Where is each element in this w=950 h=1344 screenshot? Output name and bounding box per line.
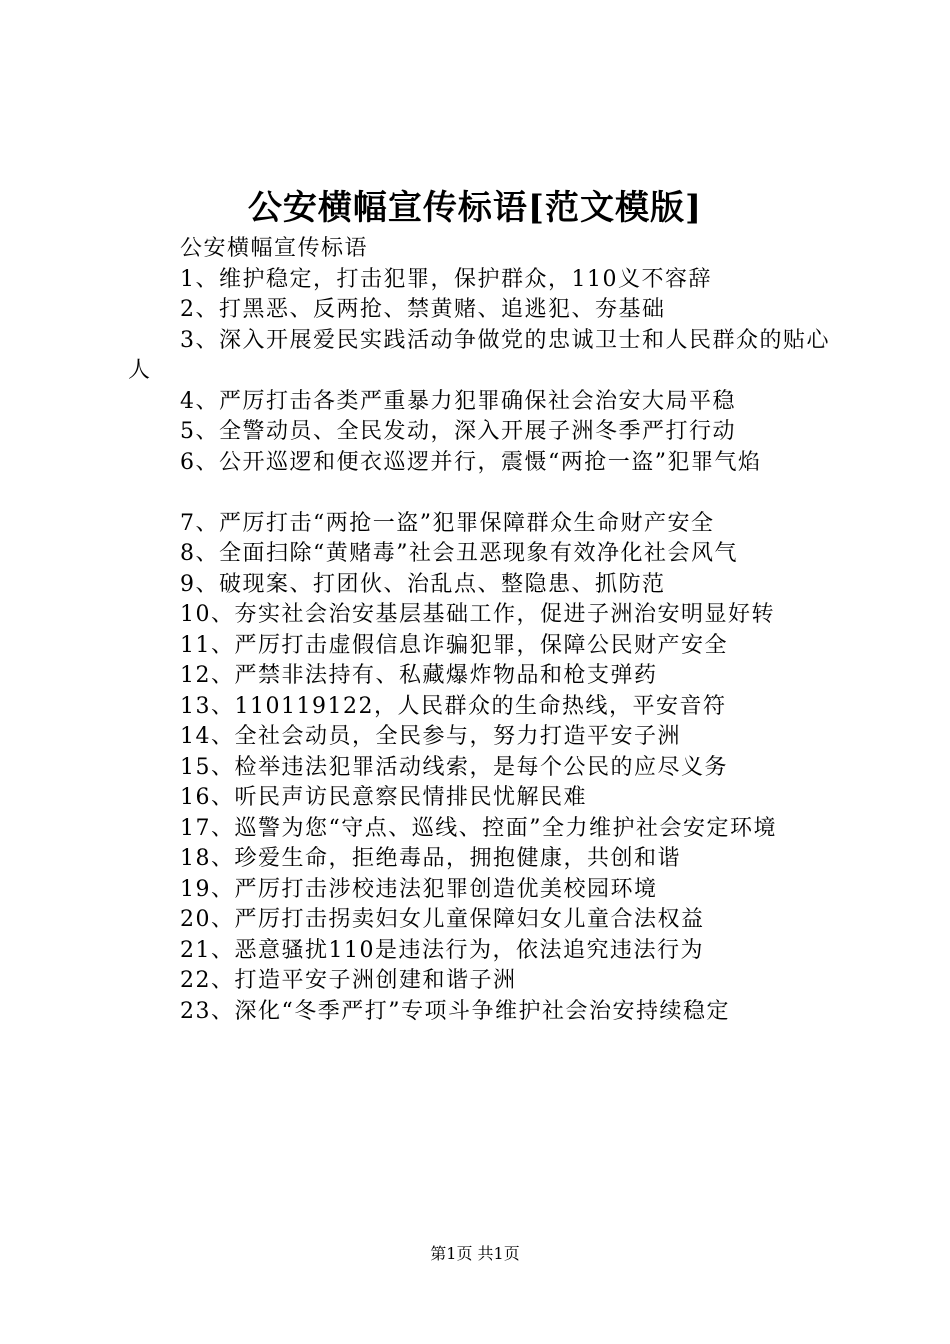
slogan-item: 14、全社会动员，全民参与，努力打造平安子洲 — [180, 724, 681, 749]
slogan-item: 1、维护稳定，打击犯罪，保护群众，110义不容辞 — [180, 266, 712, 292]
slogan-item: 10、夯实社会治安基层基础工作，促进子洲治安明显好转 — [180, 602, 775, 627]
slogan-item: 8、全面扫除“黄赌毒”社会丑恶现象有效净化社会风气 — [180, 541, 738, 566]
page-footer: 第1页 共1页 — [430, 1244, 520, 1263]
slogan-item: 19、严厉打击涉校违法犯罪创造优美校园环境 — [180, 876, 658, 902]
slogan-item: 17、巡警为您“守点、巡线、控面”全力维护社会安定环境 — [180, 815, 777, 841]
slogan-item: 12、严禁非法持有、私藏爆炸物品和枪支弹药 — [180, 663, 658, 688]
slogan-item: 7、严厉打击“两抢一盗”犯罪保障群众生命财产安全 — [180, 510, 715, 536]
slogan-item: 6、公开巡逻和便衣巡逻并行，震慑“两抢一盗”犯罪气焰 — [180, 449, 762, 475]
slogan-item: 5、全警动员、全民发动，深入开展子洲冬季严打行动 — [180, 419, 736, 444]
slogan-item: 9、破现案、打团伙、治乱点、整隐患、抓防范 — [180, 571, 666, 597]
slogan-item: 13、110119122，人民群众的生命热线，平安音符 — [180, 693, 727, 719]
slogan-item: 18、珍爱生命，拒绝毒品，拥抱健康，共创和谐 — [180, 846, 681, 871]
slogan-item: 20、严厉打击拐卖妇女儿童保障妇女儿童合法权益 — [180, 907, 705, 932]
document-title: 公安横幅宣传标语[范文模版] — [247, 188, 703, 228]
slogan-item: 21、恶意骚扰110是违法行为，依法追究违法行为 — [180, 937, 704, 963]
slogan-item: 11、严厉打击虚假信息诈骗犯罪，保障公民财产安全 — [180, 632, 728, 658]
document-body — [128, 234, 838, 1027]
slogan-item: 22、打造平安子洲创建和谐子洲 — [180, 968, 517, 993]
slogan-item: 23、深化“冬季严打”专项斗争维护社会治安持续稳定 — [180, 998, 730, 1024]
slogan-item: 16、听民声访民意察民情排民忧解民难 — [180, 785, 587, 810]
slogan-item: 15、检举违法犯罪活动线索，是每个公民的应尽义务 — [180, 754, 728, 780]
slogan-item: 2、打黑恶、反两抢、禁黄赌、追逃犯、夯基础 — [180, 297, 666, 322]
document-heading: 公安横幅宣传标语 — [180, 236, 369, 261]
slogan-item: 3、深入开展爱民实践活动争做党的忠诚卫士和人民群众的贴心人 — [128, 327, 830, 383]
slogan-item: 4、严厉打击各类严重暴力犯罪确保社会治安大局平稳 — [180, 388, 736, 414]
